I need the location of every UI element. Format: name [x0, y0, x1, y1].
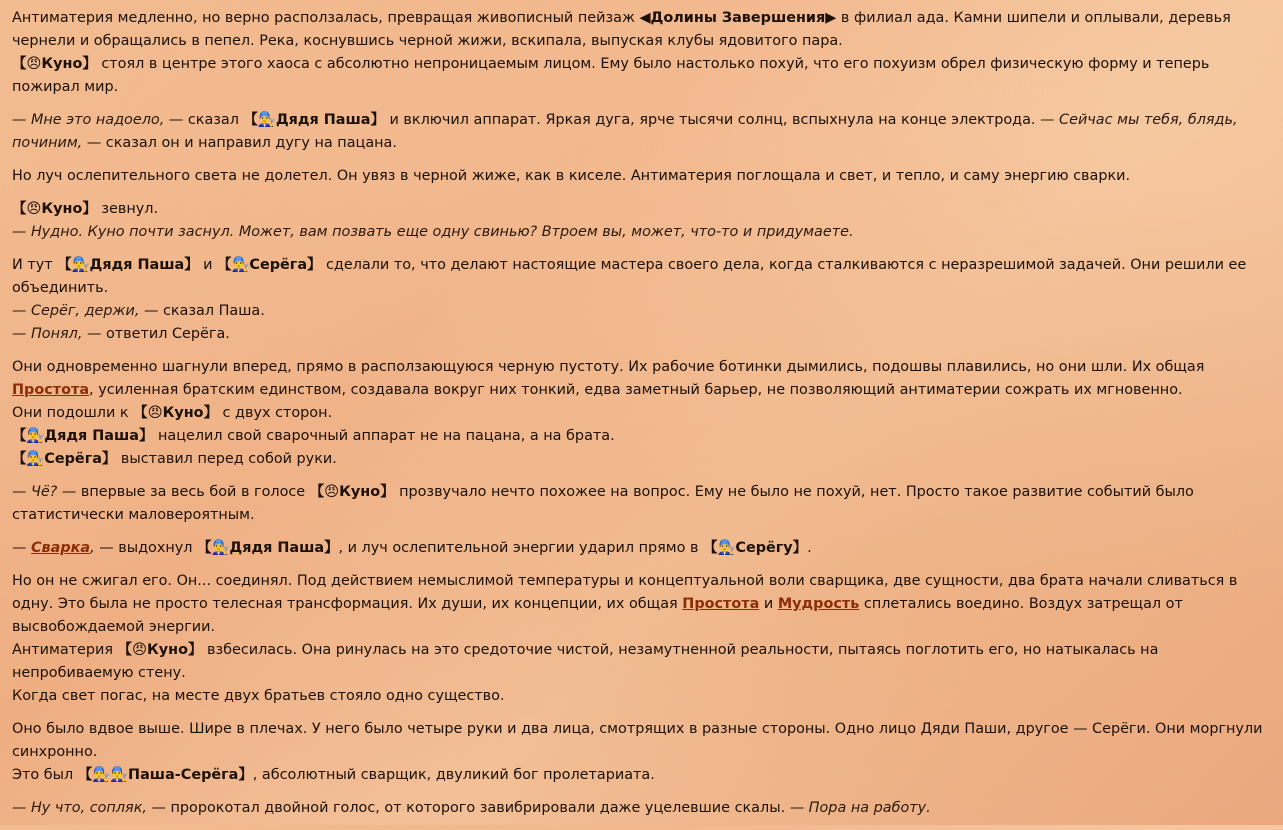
text: и — [759, 596, 778, 612]
paragraph-8 — [12, 537, 1274, 560]
concept-link-prostota[interactable]: Простота — [12, 382, 90, 398]
text: Они подошли к — [12, 405, 134, 421]
text: прозвучало нечто похожее на вопрос. Ему не было не похуй, нет. Просто такое развитие событий было статистически маловероятным. — [12, 484, 1194, 523]
character-tag-kuno[interactable]: 【😠Куно】 — [12, 56, 97, 72]
paragraph-11 — [12, 797, 1274, 820]
paragraph-9 — [12, 570, 1274, 708]
paragraph-2 — [12, 109, 1274, 155]
text: Но он не сжигал его. Он... соединял. Под действием немыслимой температуры и концептуальной воли сварщика, две сущности, два брата начали сливаться в одну. Это была не просто телесная трансформация. Их души, их концепции, их общая — [12, 573, 1238, 612]
text: — выдохнул — [94, 540, 198, 556]
dialogue: — Чё? — [12, 484, 58, 500]
text: — впервые за весь бой в голосе — [57, 484, 310, 500]
character-tag-kuno[interactable]: 【😠Куно】 — [309, 484, 395, 500]
text: И тут — [12, 257, 58, 273]
text: — пророкотал двойной голос, от которого завибрировали даже уцелевшие скалы. — [146, 800, 790, 816]
text: нацелил свой сварочный аппарат не на пацана, а на брата. — [153, 428, 615, 444]
text: Но луч ослепительного света не долетел. Он увяз в черной жиже, как в киселе. Антиматерия поглощала и свет, и тепло, и саму энергию сварки. — [12, 168, 1131, 184]
character-tag-serega[interactable]: 【👨‍🔧Серёга】 — [12, 451, 117, 467]
paragraph-1 — [12, 7, 1274, 99]
character-tag-pasha[interactable]: 【👨‍🔧Дядя Паша】 — [243, 112, 385, 128]
character-tag-kuno[interactable]: 【😠Куно】 — [117, 642, 203, 658]
dialogue: — Мне это надоело, — [12, 112, 165, 128]
dialogue: — Ну что, сопляк, — [12, 800, 147, 816]
dialogue: — Серёг, держи, — [12, 303, 140, 319]
text: Когда свет погас, на месте двух братьев стояло одно существо. — [12, 688, 505, 704]
character-tag-serega[interactable]: 【👨‍🔧Серёга】 — [217, 257, 322, 273]
character-tag-kuno[interactable]: 【😠Куно】 — [12, 201, 97, 217]
paragraph-10 — [12, 718, 1274, 787]
text: Антиматерия — [12, 642, 118, 658]
character-tag-pasha[interactable]: 【👨‍🔧Дядя Паша】 — [197, 540, 339, 556]
character-tag-kuno[interactable]: 【😠Куно】 — [133, 405, 218, 421]
text: Они одновременно шагнули вперед, прямо в расползающуюся черную пустоту. Их рабочие ботинки дымились, подошвы плавились, но они шли. Их общая — [12, 359, 1205, 375]
character-tag-pasha[interactable]: 【👨‍🔧Дядя Паша】 — [57, 257, 199, 273]
text: — ответил Серёга. — [82, 326, 230, 342]
concept-link-prostota[interactable]: Простота — [682, 596, 760, 612]
dialogue: , — [90, 540, 95, 556]
text: выставил перед собой руки. — [116, 451, 337, 467]
text: , и луч ослепительной энергии ударил прямо в — [338, 540, 704, 556]
text: с двух сторон. — [217, 405, 333, 421]
text: в филиал ада. Камни шипели и оплывали, деревья чернели и обращались в пепел. Река, коснувшись черной жижи, вскипала, выпуская клубы ядовитого пара. — [12, 10, 1231, 49]
dialogue: — — [12, 540, 31, 556]
character-tag-pasha-serega[interactable]: 【👨‍🔧👨‍🔧Паша-Серёга】 — [77, 767, 253, 783]
text: сделали то, что делают настоящие мастера своего дела, когда сталкиваются с неразрешимой задачей. Они решили ее объединить. — [12, 257, 1247, 296]
paragraph-3 — [12, 165, 1274, 188]
location-name: ◀Долины Завершения▶ — [639, 10, 837, 26]
paragraph-5 — [12, 254, 1274, 346]
text: сплетались воедино. Воздух затрещал от высвобождаемой энергии. — [12, 596, 1183, 635]
dialogue: — Нудно. Куно почти заснул. Может, вам позвать еще одну свинью? Втроем вы, может, что-то и придумаете. — [12, 224, 854, 240]
concept-link-mudrost[interactable]: Мудрость — [777, 596, 860, 612]
text: . — [807, 540, 812, 556]
paragraph-4 — [12, 198, 1274, 244]
paragraph-6 — [12, 356, 1274, 471]
text: Это был — [12, 767, 78, 783]
text: — сказал он и направил дугу на пацана. — [82, 135, 397, 151]
concept-link-svarka[interactable]: Сварка — [30, 540, 91, 556]
text: и включил аппарат. Яркая дуга, ярче тысячи солнц, вспыхнула на конце электрода. — [384, 112, 1041, 128]
character-tag-serega[interactable]: 【👨‍🔧Серёгу】 — [703, 540, 808, 556]
story-text — [12, 7, 1274, 830]
text: — сказал — [164, 112, 244, 128]
text: и — [198, 257, 218, 273]
text: стоял в центре этого хаоса с абсолютно непроницаемым лицом. Ему было настолько похуй, что его похуизм обрел физическую форму и теперь пожирал мир. — [12, 56, 1210, 95]
paragraph-7 — [12, 481, 1274, 527]
text: Оно было вдвое выше. Шире в плечах. У него было четыре руки и два лица, смотрящих в разные стороны. Одно лицо Дяди Паши, другое — Серёги. Они моргнули синхронно. — [12, 721, 1263, 760]
dialogue: — Сейчас мы тебя, блядь, починим, — [12, 112, 1238, 151]
text: Антиматерия медленно, но верно расползалась, превращая живописный пейзаж — [12, 10, 640, 26]
text: зевнул. — [96, 201, 159, 217]
text: взбесилась. Она ринулась на это средоточие чистой, незамутненной реальности, пытаясь поглотить его, но натыкалась на непробиваемую стену. — [12, 642, 1159, 681]
text: , усиленная братским единством, создавала вокруг них тонкий, едва заметный барьер, не позволяющий антиматерии сожрать их мгновенно. — [89, 382, 1183, 398]
dialogue: — Понял, — [12, 326, 83, 342]
text: , абсолютный сварщик, двуликий бог пролетариата. — [252, 767, 655, 783]
character-tag-pasha[interactable]: 【👨‍🔧Дядя Паша】 — [12, 428, 154, 444]
dialogue: — Пора на работу. — [789, 800, 931, 816]
text: — сказал Паша. — [139, 303, 265, 319]
